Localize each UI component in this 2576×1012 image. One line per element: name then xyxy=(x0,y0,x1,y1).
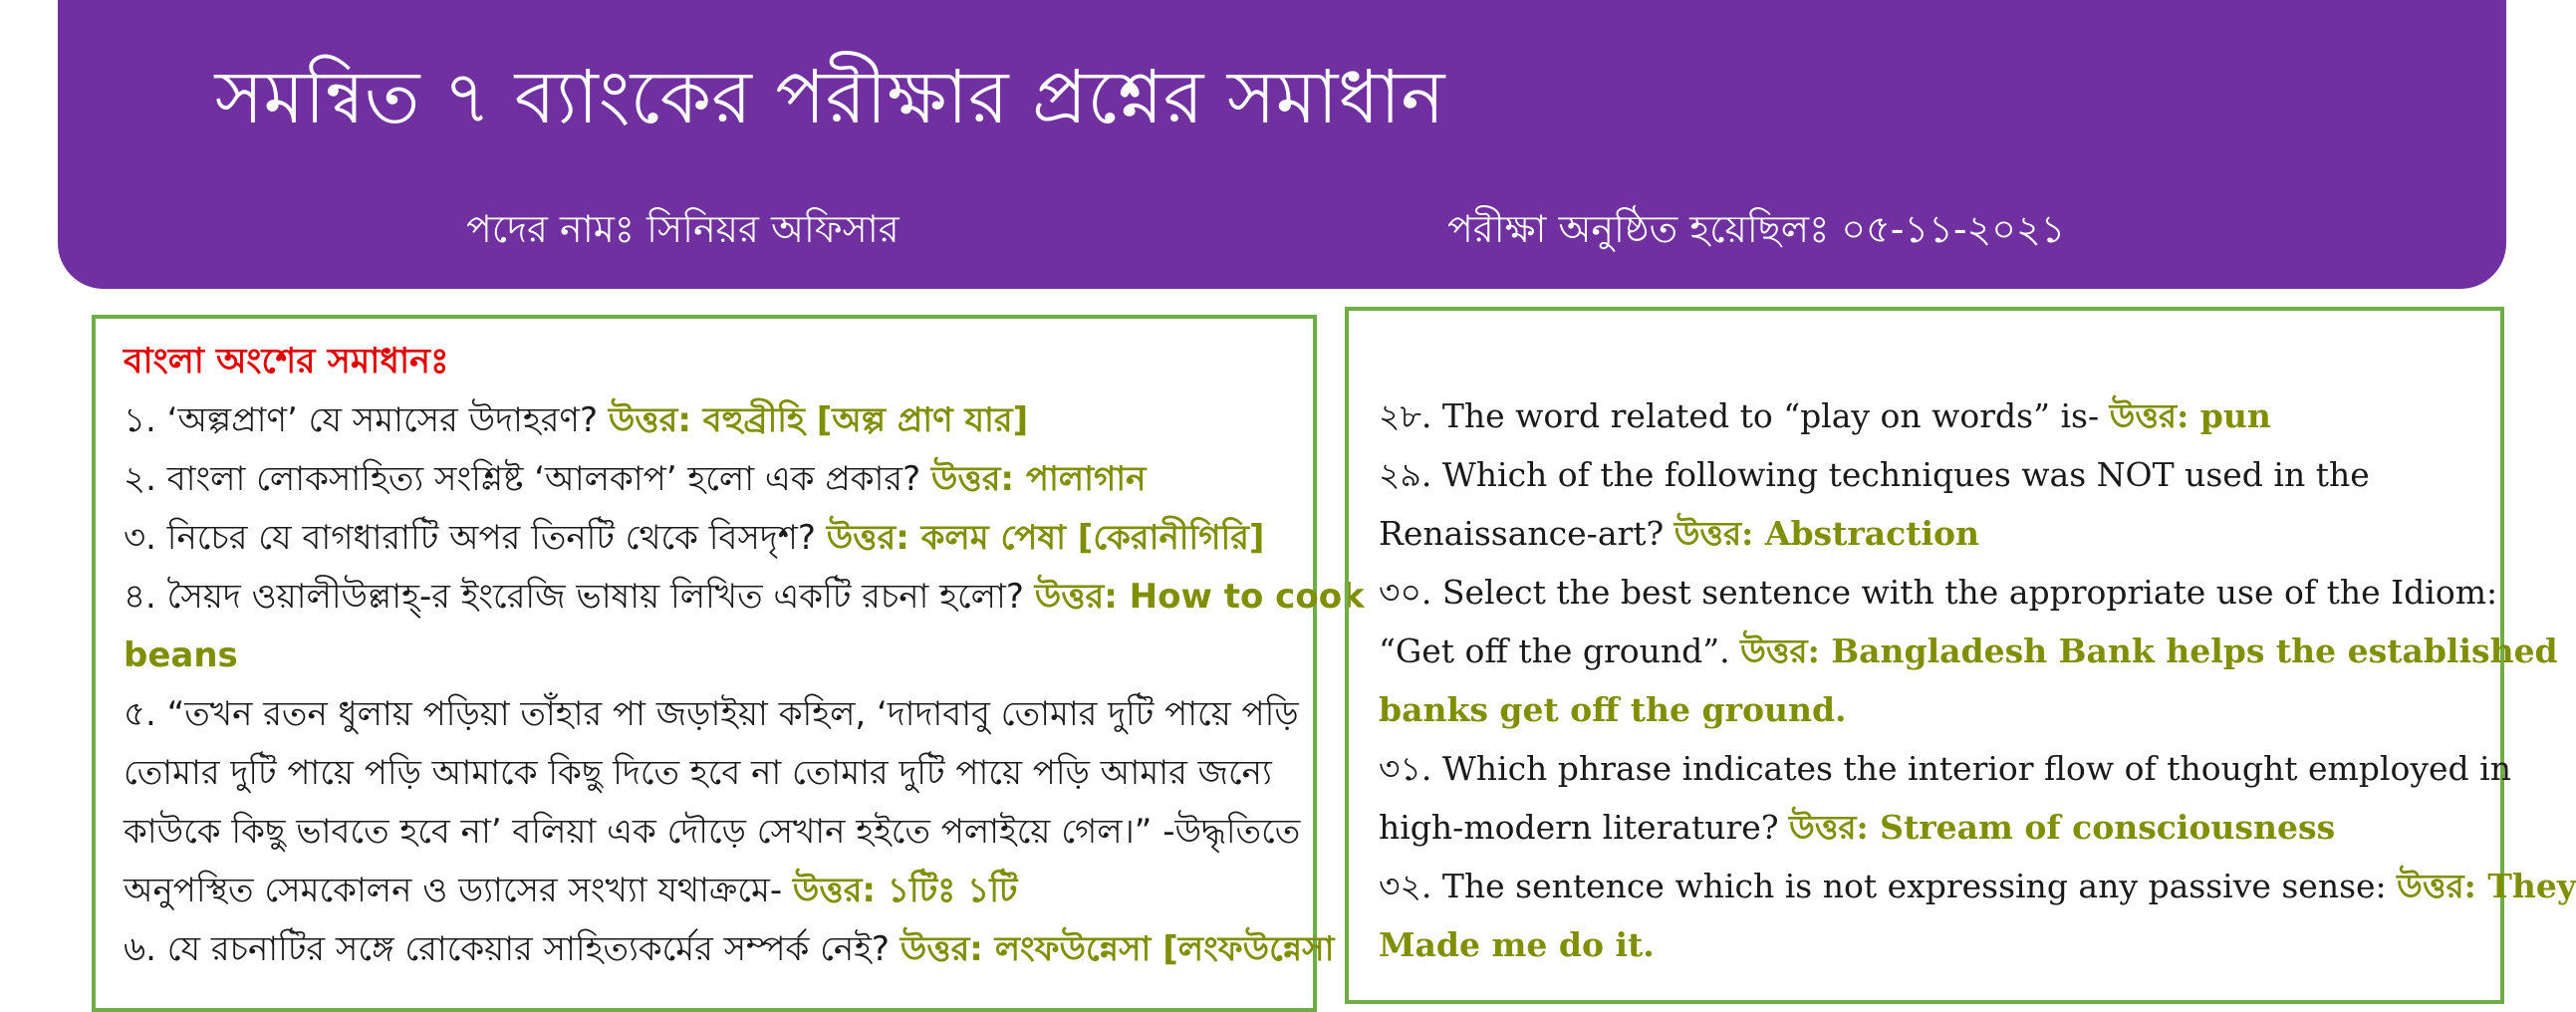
question-31-line-1: ৩১. Which phrase indicates the interior flow of thought employed in xyxy=(1379,749,2511,788)
answer-label: উত্তর: xyxy=(792,871,888,910)
question-5-line-4: অনুপস্থিত সেমকোলন ও ড্যাসের সংখ্যা যথাক্রমে- উত্তর: ১টিঃ ১টি xyxy=(124,871,1018,910)
answer-label: উত্তর: xyxy=(1034,577,1130,617)
question-2: ২. বাংলা লোকসাহিত্য সংশ্লিষ্ট ‘আলকাপ’ হলো এক প্রকার? উত্তর: পালাগান xyxy=(124,459,1147,499)
question-29-line-1: ২৯. Which of the following techniques was NOT used in the xyxy=(1379,455,2370,494)
question-30-line-1: ৩০. Select the best sentence with the appropriate use of the Idiom: xyxy=(1379,573,2498,612)
answer-label: উত্তর: xyxy=(826,518,921,558)
question-5-line-1: ৫. “তখন রতন ধুলায় পড়িয়া তাঁহার পা জড়াইয়া কহিল, ‘দাদাবাবু তোমার দুটি পায়ে পড়ি xyxy=(124,694,1299,734)
answer-label: উত্তর: xyxy=(1740,632,1832,670)
question-3: ৩. নিচের যে বাগধারাটি অপর তিনটি থেকে বিসদৃশ? উত্তর: কলম পেষা [কেরানীগিরি] xyxy=(124,518,1265,558)
question-5-line-2: তোমার দুটি পায়ে পড়ি আমাকে কিছু দিতে হবে না তোমার দুটি পায়ে পড়ি আমার জন্যে xyxy=(124,753,1272,793)
exam-date: পরীক্ষা অনুষ্ঠিত হয়েছিলঃ ০৫-১১-২০২১ xyxy=(1447,207,2066,251)
question-1: ১. ‘অল্পপ্রাণ’ যে সমাসের উদাহরণ? উত্তর: বহুব্রীহি [অল্প প্রাণ যার] xyxy=(124,400,1029,440)
question-32-line-2 xyxy=(1379,915,2480,974)
post-name: পদের নামঃ সিনিয়র অফিসার xyxy=(466,207,900,251)
answer-label: উত্তর: xyxy=(1789,808,1881,847)
answer-text: pun xyxy=(2199,396,2271,435)
question-4-continued xyxy=(124,627,1293,685)
answer-text: লংফউন্নেসা [লংফউন্নেসা xyxy=(994,929,1335,969)
answer-text: How to cook xyxy=(1129,577,1365,617)
page-title: সমন্বিত ৭ ব্যাংকের পরীক্ষার প্রশ্নের সমাধান xyxy=(214,55,1445,140)
question-30-line-2: “Get off the ground”. উত্তর: Bangladesh Bank helps the established xyxy=(1379,632,2558,670)
answer-text: Stream of consciousness xyxy=(1880,808,2336,847)
answer-text: beans xyxy=(124,635,238,675)
question-31-line-2: high-modern literature? উত্তর: Stream of consciousness xyxy=(1379,808,2336,847)
answer-text: ১টিঃ ১টি xyxy=(887,871,1018,910)
answer-text: পালাগান xyxy=(1025,459,1147,499)
answer-text: Bangladesh Bank helps the established xyxy=(1831,632,2558,670)
answer-text: বহুব্রীহি [অল্প প্রাণ যার] xyxy=(702,400,1029,440)
question-30-line-3 xyxy=(1379,680,2480,739)
section-title: বাংলা অংশের সমাধানঃ xyxy=(124,342,449,381)
answer-label: উত্তর: xyxy=(2109,396,2200,435)
answer-text: কলম পেষা [কেরানীগিরি] xyxy=(920,518,1265,558)
answer-text: Abstraction xyxy=(1764,514,1980,553)
answer-label: উত্তর: xyxy=(900,929,995,969)
question-4: ৪. সৈয়দ ওয়ালীউল্লাহ্-র ইংরেজি ভাষায় লিখিত একটি রচনা হলো? উত্তর: How to cook xyxy=(124,577,1365,617)
english-section-box xyxy=(1345,307,2576,1004)
answer-text: They xyxy=(2487,867,2576,905)
question-32-line-1: ৩২. The sentence which is not expressing any passive sense: উত্তর: They xyxy=(1379,867,2576,905)
bangla-section-box xyxy=(92,315,1365,1012)
question-5-line-3: কাউকে কিছু ভাবতে হবে না’ বলিয়া এক দৌড়ে সেখান হইতে পলাইয়ে গেল।” -উদ্ধৃতিতে xyxy=(124,812,1301,852)
answer-label: উত্তর: xyxy=(608,400,703,440)
header-banner xyxy=(58,0,2506,289)
question-6: ৬. যে রচনাটির সঙ্গে রোকেয়ার সাহিত্যকর্মের সম্পর্ক নেই? উত্তর: লংফউন্নেসা [লংফউন্নেসা xyxy=(124,929,1335,969)
answer-text: banks get off the ground. xyxy=(1379,690,1847,729)
answer-label: উত্তর: xyxy=(1674,514,1765,553)
question-29-line-2: Renaissance-art? উত্তর: Abstraction xyxy=(1379,514,1980,553)
answer-label: উত্তর: xyxy=(930,459,1026,499)
answer-text: Made me do it. xyxy=(1379,925,1655,964)
question-28: ২৮. The word related to “play on words” is- উত্তর: pun xyxy=(1379,396,2271,435)
answer-label: উত্তর: xyxy=(2397,867,2488,905)
